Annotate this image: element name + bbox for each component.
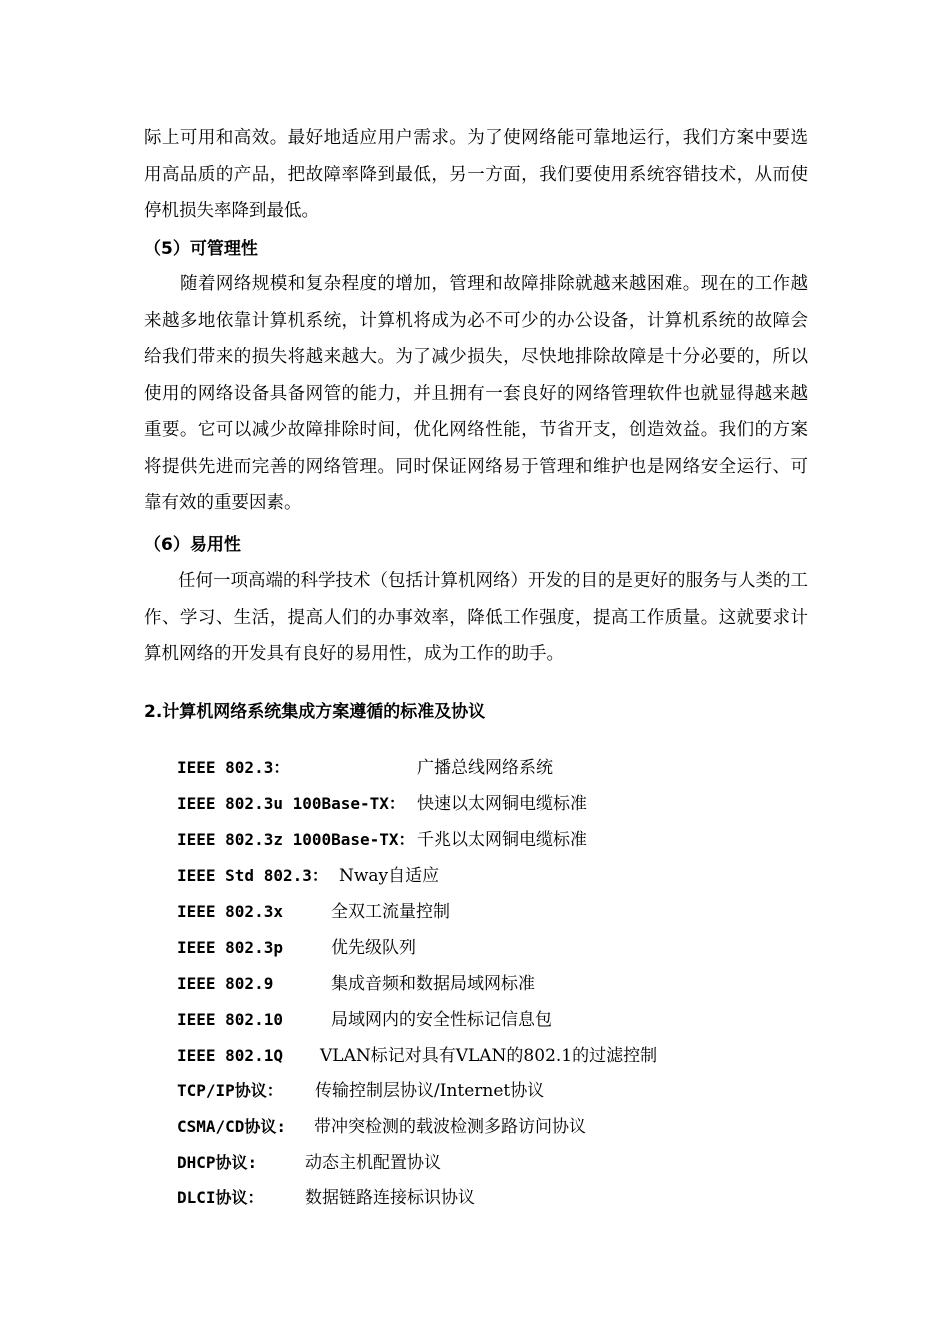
- standard-description: 千兆以太网铜电缆标准: [417, 830, 587, 850]
- standard-description: 优先级队列: [331, 938, 416, 958]
- heading-usability: （6）易用性: [144, 535, 241, 555]
- standard-name: IEEE 802.1Q: [177, 1046, 283, 1065]
- standard-name: IEEE 802.3x: [177, 902, 283, 921]
- standard-name: IEEE 802.3u 100Base-TX：: [177, 794, 405, 813]
- standard-description: 集成音频和数据局域网标准: [331, 974, 535, 994]
- paragraph-manageability: 随着网络规模和复杂程度的增加，管理和故障排除就越来越困难。现在的工作越来越多地依靠计算机系统，计算机将成为必不可少的办公设备，计算机系统的故障会给我们带来的损失将越来越大。为了减少损失，尽快地排除故障是十分必要的，所以使用的网络设备具备网管的能力，并且拥有一套良好的网络管理软件也就显得越来越重要。它可以减少故障排除时间，优化网络性能，节省开支，创造效益。我们的方案将提供先进而完善的网络管理。同时保证网络易于管理和维护也是网络安全运行、可靠有效的重要因素。: [144, 274, 808, 513]
- standard-name: IEEE Std 802.3：: [177, 866, 328, 885]
- standard-description: 传输控制层协议/Internet协议: [315, 1081, 545, 1101]
- heading-manageability: （5）可管理性: [144, 239, 258, 259]
- standard-name: DLCI协议：: [177, 1188, 264, 1207]
- section-title-standards: 2.计算机网络系统集成方案遵循的标准及协议: [144, 702, 486, 722]
- standard-description: 数据链路连接标识协议: [305, 1188, 475, 1208]
- standard-description: 局域网内的安全性标记信息包: [331, 1010, 552, 1030]
- standard-name: IEEE 802.9: [177, 974, 274, 993]
- paragraph-reliability-continued: 际上可用和高效。最好地适应用户需求。为了使网络能可靠地运行，我们方案中要选用高品质的产品，把故障率降到最低，另一方面，我们要使用系统容错技术，从而使停机损失率降到最低。: [144, 128, 808, 221]
- standard-name: TCP/IP协议：: [177, 1081, 283, 1100]
- standard-name: IEEE 802.10: [177, 1010, 283, 1029]
- standard-name: IEEE 802.3p: [177, 938, 283, 957]
- standard-description: 广播总线网络系统: [417, 758, 553, 778]
- standard-name: IEEE 802.3：: [177, 758, 290, 777]
- standard-description: 动态主机配置协议: [305, 1153, 441, 1173]
- standard-name: CSMA/CD协议:: [177, 1117, 287, 1136]
- standard-name: IEEE 802.3z 1000Base-TX：: [177, 830, 415, 849]
- standard-name: DHCP协议:: [177, 1153, 258, 1172]
- paragraph-usability: 任何一项高端的科学技术（包括计算机网络）开发的目的是更好的服务与人类的工作、学习、生活，提高人们的办事效率，降低工作强度，提高工作质量。这就要求计算机网络的开发具有良好的易用性，成为工作的助手。: [144, 571, 808, 664]
- standard-description: VLAN标记对具有VLAN的802.1的过滤控制: [320, 1046, 658, 1066]
- standard-description: 带冲突检测的载波检测多路访问协议: [314, 1117, 586, 1137]
- standard-description: 快速以太网铜电缆标准: [417, 794, 587, 814]
- standard-description: 全双工流量控制: [331, 902, 450, 922]
- standard-description: Nway自适应: [339, 866, 440, 886]
